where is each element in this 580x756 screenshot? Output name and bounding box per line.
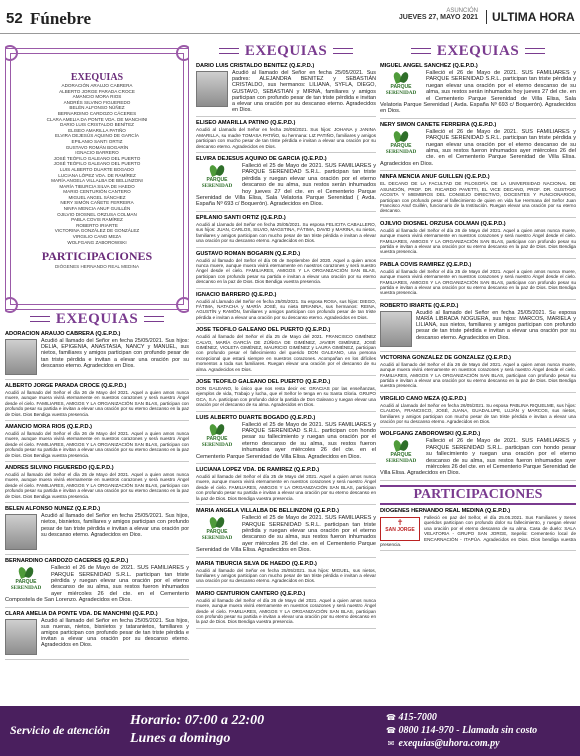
index-participaciones: PARTICIPACIONES: [41, 249, 153, 264]
notice-title: GUSTAVO ROMÁN BOGARÍN (Q.E.P.D.): [196, 250, 301, 257]
notice: [196, 120, 376, 153]
index-names: [21, 83, 173, 245]
leaf-icon: [209, 165, 225, 177]
notice-body: Acudió al llamado del Señor en fecha 25/05/2021. Sus hijos: MIGUEL, sus nietos, familiares y amigos participan con mucho pesar de tan triste pérdida e invitan a elevar una oración por su descanso eterno. Agradecidos en Dios.: [196, 567, 376, 584]
edition-city: ASUNCIÓN: [446, 8, 478, 14]
notice-body: Falleció el 25 de Mayo de 2021. SUS FAMILIARES y PARQUE SERENIDAD S.R.L. participan con hondo pesar su fallecimiento y ruegan una oración por el eterno descanso de su alma, sus restos fueron inhumados ayer miércoles 26 del cte. en el Cementerio Parque Serenidad de Villa Elisa. Agradecidos en Dios.: [196, 421, 376, 460]
notice: [196, 379, 376, 412]
index-name: JOSÉ TEÓFILO GALEANO DEL PUERTO: [53, 155, 141, 161]
notice: [5, 383, 189, 421]
notice-title: NERY SIMÓN CAÑETE FERREIRA (Q.E.P.D.): [380, 121, 497, 128]
phone-line: [386, 711, 537, 724]
notice: [5, 465, 189, 503]
portrait-photo: [5, 619, 37, 655]
logo-line: PARQUE: [206, 529, 228, 536]
notice: [380, 221, 576, 259]
notice-body: Acudió al Llamado del Señor en fecha 25/05/2021. Su esposa FELICITA CABALLERO, sus hijos: JUAN, CARLOS, SILVIO, MAGSTINA, FÁTIMA, DAVID y MARINA, su nietos, familiares y amigos participan con mucho pesar de tan triste pérdida e invitan a elevar una oración por su descanso eterno. Agradecidos en Dios.: [196, 221, 376, 244]
logo-line: PARQUE: [390, 84, 412, 90]
logo-line: SERENIDAD: [201, 535, 233, 542]
notice-title: LUCIANA LÓPEZ VDA. DE RAMÍREZ (Q.E.P.D.): [196, 467, 320, 474]
logo-line: SERENIDAD: [385, 148, 417, 155]
parque-serenidad-logo: [196, 424, 238, 448]
notice-body: Falleció el 26 de Mayo de 2021. SUS FAMILIARES y PARQUE SERENIDAD S.R.L. participan tan triste pérdida y ruegan elevar una oración por el eterno descanso de su alma, sus restos fueron inhumados ayer miércoles 26 del cte. en el Cementerio Parque Serenidad de Villa Elisa. Agradecidos en Dios.: [380, 128, 576, 167]
tollfree-line: [386, 724, 537, 737]
logo-line: PARQUE: [390, 142, 412, 149]
notice-title: ELISEO AMARILLA PATIÑO (Q.E.P.D.): [196, 120, 296, 127]
days-line: Lunes a domingo: [130, 731, 231, 746]
notice: [5, 424, 189, 462]
san-jorge-logo-text: SAN JORGE: [385, 526, 415, 533]
index-name: LUCIANA LÓPEZ VDA. DE RAMÍREZ: [58, 172, 136, 178]
notice-list: [5, 331, 189, 660]
notice-body: Acudió al llamado del Señor en fecha 25/05/2021. Sus hijos: DELIA, EPIGENIA, ANASTASIA, NANCY y MANUEL, sus nietos, familiares y amigos participan con profundo pesar de tan triste pérdida e invitan a elevar una oración por su descanso eterno. Agradecidos en Dios.: [41, 338, 189, 369]
leaf-icon: [393, 72, 409, 84]
logo-line: PARQUE: [206, 177, 228, 184]
index-name: JOSÉ TEÓFILO GALEANO DEL PUERTO: [53, 161, 141, 167]
notice-title: PABLA COVIS RAMÍREZ (Q.E.P.D.): [380, 261, 472, 268]
index-participaciones-name: DIÓGENES HERNANDO REAL MEDINA: [54, 264, 140, 270]
notice-title: BELÉN ALFONSO NÚÑEZ (Q.E.P.D.): [5, 506, 101, 513]
notice-title: ELVIRA DEJESÚS AQUINO DE GARCÍA (Q.E.P.D.): [196, 156, 327, 163]
notice-title: JOSÉ TEÓFILO GALEANO DEL PUERTO (Q.E.P.D.): [196, 327, 331, 334]
notice-body: Acudió al llamado del Señor el día 26 de Mayo del 2021. Aquel a quien amos nunca muere, aunque muera vivirá eternamente en nuestros corazones y será nuestro Ángel desde el cielo. FAMILIARES, AMIGOS Y LA ORGANIZACIÓN SAN BLAS, participan con profundo pesar su partida e invitan a elevar una oración por su eterno descanso en la paz de Dios. Dios Bendiga vuestra presencia.: [196, 597, 376, 625]
notice: [196, 508, 376, 557]
notice-body: Acudió al Llamado del Señor en fecha 26/05/2021. Su esposa PABLINA RIQUELME, sus hijos: CLAUDIA, FRANCISCO, JOSÉ, JUANA, GUADALUPE, LUJÁN y MARCOS, sus nietos, familiares y amigos participan con mucho pesar de tan triste pérdida e invitan a elevar una oración por su descanso eterno. Agradecidos en Dios.: [380, 402, 576, 425]
notice: [5, 506, 189, 555]
notice-title: DARIO LUIS CRISTALDO BENITEZ (Q.E.P.D.): [196, 63, 315, 69]
parque-serenidad-logo: [5, 567, 47, 591]
portrait-photo: [380, 311, 412, 347]
notice-title: MARÍA ANGELA VILLALBA DE BELLINZONI (Q.E.P.D.): [196, 508, 339, 515]
column-3: [380, 42, 576, 700]
index-name: DARIO LUIS CRISTALDO BENÍTEZ: [60, 122, 134, 128]
notice-body: Falleció el 25 de Mayo de 2021. SUS FAMILIARES y PARQUE SERENIDAD S.R.L. participan tan triste pérdida y ruegan elevar una oración por el eterno descanso de su alma, sus restos fueron inhumados ayer miércoles 26 del cte. en el Cementerio Parque Serenidad de Villa Elisa. Agradecidos en Dios.: [196, 515, 376, 554]
notice-body: Falleció el 25 de Mayo de 2021. SUS FAMILIARES y PARQUE SERENIDAD S.R.L. participan tan triste pérdida y ruegan elevar una oración por el eterno descanso de su alma, sus restos serán inhumados hoy jueves 27 del cte. en el Cementerio Parque Serenidad de Villa Elisa, Sala Velatoria Parque Serenidad ( Avda. España Nº 693 c/ Boquerón). Agradecidos en Dios.: [196, 163, 376, 208]
notice-title: VIRGILIO CANO MEZA (Q.E.P.D.): [380, 395, 467, 402]
service-footer: [0, 706, 580, 756]
notice-title: JOSÉ TEÓFILO GALEANO DEL PUERTO (Q.E.P.D.): [196, 379, 331, 386]
notice-title: ROBERTO IRIARTE (Q.E.P.D.): [380, 302, 459, 309]
notice: [196, 63, 376, 117]
notice-body: Acudió al llamado del Señor en fecha 25/05/2021. Su esposa MARÍA LIBRADA NOGUERA, sus hijos: MARCOS, MARIELA y LILIANA, sus nietos, familiares y amigos participan con profundo pesar de tan triste pérdida e invitan a elevar una oración por su descanso eterno. Agradecidos en Dios.: [416, 309, 576, 341]
phone-number: 415-7000: [398, 712, 437, 723]
notice: [380, 396, 576, 429]
notice-title: LUIS ALBERTO DUARTE BOGADO (Q.E.P.D.): [196, 414, 316, 421]
index-name: LUIS ALBERTO DUARTE BOGADO: [59, 166, 135, 172]
notice-title: OJILVIO DIOSNEL ORZUSA COLMAN (Q.E.P.D.): [380, 220, 506, 227]
notice-body: Acudió al llamado del Señor el día 06 de Septiembre del 2020. Aquel a quien amos nunca muere, aunque muera vivirá eternamente en nuestros corazones y será nuestro Ángel desde el cielo. FAMILIARES, AMIGOS Y LA ORGANIZACIÓN SAN BLAS, participan con profundo pesar su partida e invitan a elevar una oración por su eterno descanso en la paz de Dios. Dios Bendiga vuestra presencia.: [196, 257, 376, 285]
index-name: BELÉN ALFONSO NÚÑEZ: [69, 105, 125, 111]
index-name: VIRGILIO CANO MEZA: [72, 234, 122, 240]
notice: [380, 122, 576, 171]
band-ornament: [525, 48, 545, 54]
notice: [5, 611, 189, 660]
logo-line: SERENIDAD: [201, 183, 233, 190]
notice-body: Falleció el 26 de Mayo de 2021. SUS FAMILIARES y PARQUE SERENIDAD S.R.L. participan tan triste pérdida y ruegan elevar una oración por el eterno descanso de su alma, sus restos serán inhumados hoy jueves 27 del cte. en el Cementerio Parque Serenidad de Villa Elisa, Sala Velatoria Parque Serenidad ( Avda. España Nº 693 c/ Boquerón). Agradecidos en Dios.: [380, 70, 576, 115]
index-name: PABLA COVIS RAMÍREZ: [71, 217, 123, 223]
index-name: NINFA MENCIA ANUF GUILLÉN: [63, 206, 131, 212]
notice-body: Falleció el 26 de Mayo de 2021. SUS FAMILIARES y PARQUE SERENIDAD S.R.L. participan con hondo pesar su fallecimiento y ruegan una oración por el eterno descanso de su alma, sus restos fueron inhumados ayer miércoles 26 del cte. en el Cementerio Parque Serenidad de Villa Elisa. Agradecidos en Dios.: [380, 438, 576, 477]
index-name: ALBERTO JORGE PARADA CROCE: [59, 88, 135, 94]
email-icon: ✉: [387, 739, 395, 748]
section-band: [380, 42, 576, 60]
notice-body: Falleció el 26 de Mayo de 2021. SUS FAMILIARES y PARQUE SERENIDAD S.R.L. participan tan triste pérdida y ruegan elevar una oración por el eterno descanso de su alma, sus restos fueron inhumados ayer miércoles 26 del cte. en el Cementerio Compostela de San Lorenzo. Agradecidos en Dios.: [5, 565, 189, 604]
participacion-notice: [380, 508, 576, 551]
logo-line: SERENIDAD: [385, 90, 417, 96]
notice: [196, 591, 376, 629]
hours-line: Horario: 07:00 a 22:00: [130, 713, 265, 728]
notice: [196, 215, 376, 248]
notice-body: Acudió al Llamado del Señor en fecha 25/05/2021. Su esposa ROSA, sus hijos: DIEGO, FÁTIMA, NATACHA y MARÍA JOSÉ, su nieta BRIANNA, sus hermanos: REINA, AGUSTÍN y RAMÓN, familiares y amigos participan con profundo pesar de tan triste pérdida e invitan a elevar una oración por su descanso eterno. Agradecidos en Dios.: [196, 298, 376, 320]
portrait-photo: [5, 339, 37, 375]
notice-title: WOLFGANG ZABOROWSKI (Q.E.P.D.): [380, 431, 481, 438]
leaf-icon: [393, 440, 409, 452]
portrait-photo: [196, 71, 228, 107]
section-band: [196, 42, 376, 60]
edition-meta: [368, 8, 478, 21]
notice: [380, 262, 576, 300]
portrait-photo: [5, 514, 37, 550]
notice-list: [196, 63, 376, 629]
index-name: MARÍA TIBURCIA SILVA DE HAEDO: [59, 183, 135, 189]
index-name: VICTORINA GONZÁLEZ DE GONZÁLEZ: [54, 228, 140, 234]
page-number: 52: [6, 10, 23, 27]
cross-icon: ✝: [396, 517, 404, 527]
logo-line: PARQUE: [206, 435, 228, 442]
section-title: Fúnebre: [30, 9, 92, 28]
notice-title: AMANCIO MORA RIOS (Q.E.P.D.): [5, 424, 93, 431]
band-title: EXEQUIAS: [436, 42, 520, 59]
column-2: [196, 42, 376, 700]
logo-line: SERENIDAD: [201, 441, 233, 448]
leaf-icon: [209, 424, 225, 436]
index-name: MIGUEL ANGEL SÁNCHEZ: [68, 194, 126, 200]
email-line: [386, 737, 537, 750]
band-title: EXEQUIAS: [55, 310, 139, 327]
notice: [380, 63, 576, 119]
participaciones-band: [380, 485, 576, 505]
leaf-icon: [18, 567, 34, 579]
parque-serenidad-logo: [380, 72, 422, 96]
column-1: [5, 42, 189, 700]
notice: [196, 156, 376, 212]
notice: [5, 558, 189, 607]
phone-icon: ☎: [386, 713, 396, 722]
notice-title: CLARA AMELIA DA PONTE VDA. DE MANCHINI (Q.E.P.D.): [5, 610, 158, 617]
logo-line: SERENIDAD: [10, 585, 42, 592]
tollfree-number: 0800 114-970 - Llamada sin costo: [398, 725, 538, 736]
notice-body: EL DECANO DE LA FACULTAD DE FILOSOFÍA DE LA UNIVERSIDAD NACIONAL DE ASUNCIÓN, PROF. DR. RICARDO PAVETTI, EL VICE DECANO, PROF. DR. GUSTAVO ACOSTA Y MIEMBROS DEL CONSEJO DIRECTIVO, DOCENTES Y FUNCIONARIOS, participan con profundo pesar el fallecimiento de quien en vida fue Hermana del Señor Juan Francisco Anuf Guillén, funcionario de la Institución. Ruegan elevar una oración por su eterno descanso.: [380, 181, 576, 214]
notice-title: ADORACIÓN ARAUJO CABRERA (Q.E.P.D.): [5, 331, 121, 337]
brand-logo: ULTIMA HORA: [486, 10, 575, 24]
notice-body: Acudió al llamado del Señor el día 25 de Mayo del 2021. Aquel a quien amos nunca muere, aunque muera vivirá eternamente en nuestros corazones y será nuestro Ángel desde el cielo. FAMILIARES, AMIGOS Y LA ORGANIZACIÓN SAN BLAS, participan con profundo pesar su partida e invitan a elevar una oración por su eterno descanso en la paz de Dios. Dios Bendiga vuestra presencia.: [196, 474, 376, 501]
notice-body: Acudió al llamado del Señor el día 25 de Mayo del 2021. FRANCISCO GIMÉNEZ CALVO, MARÍA GARCÍA DE ZÚÑIGA DE GIMÉNEZ, JAVIER GIMÉNEZ, JOSÉ GIMÉNEZ, VIOLETA GIMÉNEZ, MAURICIO GIMÉNEZ y LAURA GIMÉNEZ, participan con profundo pesar el fallecimiento del querido DON GALEANO, una persona excepcional que estará siempre en nuestros corazones. Acompañan en los difíciles momentos a toda sus familiares. Ruegan elevar una oración por el descanso de su alma. Agradecidos en Dios.: [196, 334, 376, 372]
notice-body: Acudió al llamado del Señor el día 25 de Mayo del 2021. Aquel a quien amos nunca muere, aunque muera vivirá eternamente en nuestros corazones y será nuestro Ángel desde el cielo. FAMILIARES, AMIGOS Y LA ORGANIZACIÓN SAN BLAS, participan con profundo pesar su partida e invitan a elevar una oración por su eterno descanso en la paz de Dios. Dios Bendiga vuestra presencia.: [5, 472, 189, 499]
notice-title: DIÓGENES HERNANDO REAL MEDINA (Q.E.P.D.): [380, 507, 511, 514]
index-name: ELVIRA DEJESÚS AQUINO DE GARCÍA: [55, 133, 139, 139]
index-name: MARÍA ANGELA VILLALBA DE BELLINZONI: [51, 178, 143, 184]
notice-title: ALBERTO JORGE PARADA CROCE (Q.E.P.D.): [5, 383, 127, 389]
edition-date: JUEVES 27, MAYO 2021: [398, 14, 478, 21]
parque-serenidad-logo: [196, 165, 238, 189]
leaf-icon: [209, 517, 225, 529]
band-ornament: [333, 48, 353, 54]
leaf-icon: [393, 131, 409, 143]
participaciones-title: PARTICIPACIONES: [413, 486, 543, 502]
index-name: GUSTAVO ROMÁN BOGARÍN: [65, 144, 129, 150]
band-title: EXEQUIAS: [244, 42, 328, 59]
logo-line: PARQUE: [15, 579, 37, 586]
notice: [380, 355, 576, 393]
logo-line: PARQUE: [390, 452, 412, 459]
band-ornament: [411, 48, 431, 54]
service-label: Servicio de atención: [10, 723, 110, 737]
notice: [196, 292, 376, 325]
index-name: OJILVIO DIOSNEL ORZUSA COLMAN: [57, 211, 137, 217]
service-hours: [130, 712, 264, 748]
notice: [380, 303, 576, 352]
index-heading: EXEQUIAS: [70, 72, 124, 83]
email-address[interactable]: exequias@uhora.com.py: [398, 738, 500, 749]
index-name: ADORACIÓN ARAUJO CABRERA: [61, 83, 133, 88]
notice: [196, 561, 376, 588]
index-panel-inner: [10, 53, 184, 305]
notice-title: VICTORINA GONZÁLEZ DE GONZÁLEZ (Q.E.P.D.): [380, 354, 512, 361]
index-panel: [5, 48, 189, 310]
notice-title: EPILANIO SANTI ORTIZ (Q.E.P.D.): [196, 214, 286, 221]
notice: [196, 415, 376, 464]
notice-list: [380, 63, 576, 481]
index-name: CLARA AMELIA DA PONTE VDA. DE MANCHINI: [46, 116, 148, 122]
notice-body: Acudió al llamado del Señor el día 26 de Mayo del 2021. Aquel a quien amos nunca muere, aunque muera vivirá eternamente en nuestros corazones y será nuestro Ángel desde el cielo. FAMILIARES, AMIGOS Y LA ORGANIZACIÓN SAN BLAS, participan con profundo pesar su partida e invitan a elevar una oración por su eterno descanso en la paz de Dios. Dios Bendiga vuestra presencia.: [5, 390, 189, 417]
index-name: BERNARDINO CARDOZO CÁCERES: [57, 110, 137, 116]
notice: [196, 467, 376, 505]
notice: [380, 174, 576, 217]
index-name: MARIO CENTURIÓN CANTERO: [63, 189, 131, 195]
notice-title: BERNARDINO CARDOZO CÁCERES (Q.E.P.D.): [5, 558, 129, 565]
notice-title: NINFA MENCIA ANUF GUILLÉN (Q.E.P.D.): [380, 174, 490, 181]
notice-title: IGNACIO BARRERO (Q.E.P.D.): [196, 291, 277, 298]
notice-title: MARÍA TIBURCIA SILVA DE HAEDO (Q.E.P.D.): [196, 560, 317, 567]
parque-serenidad-logo: [380, 440, 422, 464]
index-name: NERY SIMÓN CAÑETE FERREIRA: [60, 200, 134, 206]
notice-body: DON GALEANO, lo único que nos resta decir es: GRACIAS por las enseñanzas, ejemplos de vida, Trabajo y lucha, que el Señor le tenga en su Santa Gloria. GRUPO GCA, S.A. participan con profundo dolor la partida de Don Galeano y ruegan elevar una oración por el descanso de su alma. Agradecidos en Dios.: [196, 386, 376, 408]
index-name: IGNACIO BARRERO: [75, 150, 119, 156]
band-ornament: [30, 316, 50, 322]
notice-body: Falleció en paz del Señor, el día 25.05.2021. Sus Familiares y Seres queridos participan con profundo dolor su fallecimiento, y ruegan elevar una oración por el eterno descanso de su alma. Casa de duelo: SALA VELATORIA - GRUPO SAN JORGE, Sepelio: Cementerio local de ENCARNACIÓN - ITAPÚA. Agradecidos en Dios. Dios bendiga vuestra presencia.: [380, 514, 576, 547]
phone-icon: ☎: [386, 726, 396, 735]
index-name: EPILANIO SANTI ORTIZ: [71, 138, 123, 144]
page-header: [0, 0, 580, 34]
section-band: [5, 310, 189, 328]
band-ornament: [219, 48, 239, 54]
index-name: AMANCIO MORA RIOS: [72, 94, 122, 100]
band-ornament: [144, 316, 164, 322]
notice: [380, 431, 576, 480]
notice-body: Acudió al llamado del Señor el día 25 de Mayo del 2021. Aquel a quien amos nunca muere, aunque muera vivirá eternamente en nuestros corazones y será nuestro Ángel desde el cielo. FAMILIARES, AMIGOS Y LA ORGANIZACIÓN SAN BLAS, participan con profundo pesar su partida e invitan a elevar una oración por su eterno descanso en la paz de Dios. Dios Bendiga vuestra presencia.: [380, 268, 576, 296]
notice-body: Acudió al llamado del Señor el día 26 de Mayo del 2021. Aquel a quien amos nunca muere, aunque muera vivirá eternamente en nuestros corazones y será nuestro Ángel desde el cielo. FAMILIARES, AMIGOS Y LA ORGANIZACIÓN SAN BLAS, participan con profundo pesar su partida e invitan a elevar una oración por su eterno descanso en la paz de Dios. Dios Bendiga vuestra presencia.: [380, 227, 576, 255]
san-jorge-logo: [380, 517, 420, 541]
notice: [5, 331, 189, 380]
parque-serenidad-logo: [196, 517, 238, 541]
index-name: ELISEO AMARILLA PATIÑO: [68, 127, 126, 133]
parque-serenidad-logo: [380, 131, 422, 155]
index-name: ANDRÉS SILVINO FIGUEREDO: [63, 99, 131, 105]
notice-body: Acudió al llamado del Señor el día 26 de Mayo del 2021. Aquel a quien amos nunca muere, aunque muera vivirá eternamente en nuestros corazones y será nuestro Ángel desde el cielo. FAMILIARES, AMIGOS Y LA ORGANIZACIÓN SAN BLAS, participan con profundo pesar su partida e invitan a elevar una oración por su eterno descanso en la paz de Dios. Dios Bendiga vuestra presencia.: [5, 431, 189, 458]
index-name: ROBERTO IRIARTE: [76, 222, 118, 228]
notice-body: Acudió al llamado del Señor en fecha 25/05/2021. Sus hijos, nietos, bisnietos, familiares y amigos participan con profundo pesar de tan triste pérdida e invitan a elevar una oración por su descanso eterno. Agradecidos en Dios.: [41, 513, 189, 538]
notice-body: Acudió al Llamado del Señor en fecha 26/05/2021. Sus hijos: JOHANA y JANINA AMARILLA, su madre TOMASA PATIÑO, su hermana: LIZ PATIÑO, familiares y amigos participan con mucho pesar de tan triste pérdida e invitan a elevar una oración por su descanso eterno. Agradecidos en Dios.: [196, 127, 376, 149]
notice-body: Acudió al llamado del Señor en fecha 25/05/2021. Sus padres: ALEJANDRA BENITEZ y SEBASTIÁN CRISTALDO, sus hermanos: LILIANA, SYFLA, DIEGO, GUSTAVO, SEBASTIAN y MIRNA, familiares y amigos participan con profundo pesar de tan triste pérdida e invitan a elevar una oración por su descanso eterno. Agradecidos en Dios.: [232, 70, 376, 114]
notice-body: Acudió al llamado del Señor en fecha 25/05/2021. Sus hijos, sus nueras, nietos, bisnietos y tataranietos, familiares y amigos participan con profundo pesar de tan triste pérdida e invitan a elevar una oración por su descanso eterno. Agradecidos en Dios.: [41, 617, 189, 649]
logo-line: SERENIDAD: [385, 458, 417, 465]
index-name: WOLFGANG ZABOROWSKI: [67, 239, 127, 245]
notice-title: ANDRÉS SILVINO FIGUEREDO (Q.E.P.D.): [5, 465, 114, 472]
notice: [196, 251, 376, 289]
notice-title: MIGUEL ANGEL SÁNCHEZ (Q.E.P.D.): [380, 63, 478, 69]
contact-block: [386, 711, 537, 750]
notice-title: MARIO CENTURIÓN CANTERO (Q.E.P.D.): [196, 590, 306, 597]
notice-body: Acudió al llamado del Señor el día 26 de Mayo del 2021. Aquel a quien amos nunca muere, aunque muera vivirá eternamente en nuestros corazones y será nuestro Ángel desde el cielo. FAMILIARES, AMIGOS Y LA ORGANIZACIÓN SAN BLAS, participan con profundo pesar su partida e invitan a elevar una oración por su eterno descanso en la paz de Dios. Dios Bendiga vuestra presencia.: [380, 361, 576, 389]
notice: [196, 327, 376, 376]
